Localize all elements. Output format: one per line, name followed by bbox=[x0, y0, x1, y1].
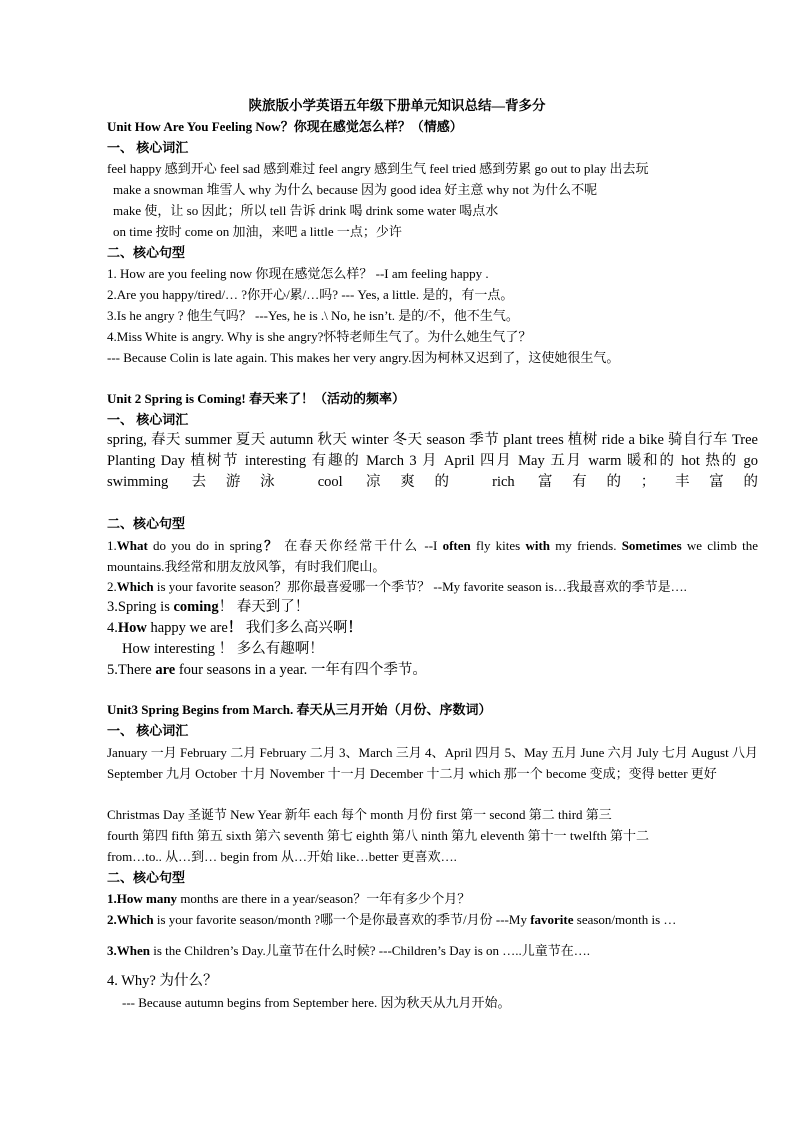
unit3-vocab-line: from…to.. 从…到… begin from 从…开始 like…better 更喜欢…. bbox=[107, 849, 457, 864]
unit2-sentence-heading: 二、核心句型 bbox=[107, 516, 186, 531]
unit2-heading: Unit 2 Spring is Coming! 春天来了！（活动的频率） bbox=[107, 391, 405, 406]
unit3-vocab-paragraph: January 一月 February 二月 February 二月 3、March 三月 4、April 四月 5、May 五月 June 六月 July 七月 August 八月 September 九月 October 十月 November 十一月 December 十二月 which 那一个 become 变成；变得 better 更好 bbox=[107, 745, 758, 781]
unit3-sentence-4: 4. Why? 为什么？ bbox=[107, 973, 218, 989]
unit2-sentence-1: 1.What do you do in spring？ 在春天你经常干什么 --I often fly kites with my friends. Sometimes we climb the mountains.我经常和朋友放风筝，有时我们爬山。 bbox=[107, 538, 758, 574]
unit1-heading: Unit How Are You Feeling Now？你现在感觉怎么样？（情感） bbox=[107, 119, 463, 134]
unit3-sentence-1: 1.How many months are there in a year/season？一年有多少个月？ bbox=[107, 891, 471, 906]
unit1-vocab-line: make a snowman 堆雪人 why 为什么 because 因为 good idea 好主意 why not 为什么不呢 bbox=[113, 182, 598, 197]
unit1-sentence: 2.Are you happy/tired/… ?你开心/累/…吗? --- Yes, a little. 是的，有一点。 bbox=[107, 287, 514, 302]
unit1-sentence-heading: 二、核心句型 bbox=[107, 245, 186, 260]
unit1-sentence: 3.Is he angry ? 他生气吗？ ---Yes, he is .\ No, he isn’t. 是的/不，他不生气。 bbox=[107, 308, 519, 323]
unit3-sentence-4-answer: --- Because autumn begins from September here. 因为秋天从九月开始。 bbox=[122, 995, 511, 1010]
unit3-heading: Unit3 Spring Begins from March. 春天从三月开始（月份、序数词） bbox=[107, 702, 492, 717]
unit1-sentence: 1. How are you feeling now 你现在感觉怎么样？ --I am feeling happy . bbox=[107, 266, 489, 281]
unit2-sentence-4b: How interesting ！ 多么有趣啊！ bbox=[122, 641, 324, 657]
unit2-vocab-paragraph: spring, 春天 summer 夏天 autumn 秋天 winter 冬天 season 季节 plant trees 植树 ride a bike 骑自行车 Tree Planting Day 植树节 interesting 有趣的 March 3 月 April 四月 May 五月 warm 暖和的 hot 热的 go swimming 去游泳 cool 凉爽的 rich 富有的；丰富的 bbox=[107, 432, 758, 490]
unit2-sentence-5: 5.There are four seasons in a year. 一年有四个季节。 bbox=[107, 662, 427, 678]
unit3-vocab-heading: 一、 核心词汇 bbox=[107, 723, 189, 738]
unit1-vocab-line: make 使，让 so 因此；所以 tell 告诉 drink 喝 drink some water 喝点水 bbox=[113, 203, 499, 218]
unit3-vocab-line: Christmas Day 圣诞节 New Year 新年 each 每个 month 月份 first 第一 second 第二 third 第三 bbox=[107, 807, 612, 822]
unit1-vocab-heading: 一、 核心词汇 bbox=[107, 140, 189, 155]
unit1-sentence: 4.Miss White is angry. Why is she angry?怀特老师生气了。为什么她生气了？ bbox=[107, 329, 532, 344]
unit2-vocab-heading: 一、 核心词汇 bbox=[107, 412, 189, 427]
unit3-sentence-3: 3.When is the Children’s Day.儿童节在什么时候? ---Children’s Day is on …..儿童节在…. bbox=[107, 943, 591, 958]
unit1-vocab-line: on time 按时 come on 加油，来吧 a little 一点；少许 bbox=[113, 224, 402, 239]
unit2-sentence-2: 2.Which is your favorite season？那你最喜爱哪一个季节？ --My favorite season is…我最喜欢的季节是…. bbox=[107, 579, 687, 594]
unit3-sentence-heading: 二、核心句型 bbox=[107, 870, 186, 885]
page-title: 陕旅版小学英语五年级下册单元知识总结—背多分 bbox=[248, 98, 546, 113]
unit2-sentence-3: 3.Spring is coming！ 春天到了！ bbox=[107, 599, 310, 615]
unit1-vocab-line: feel happy 感到开心 feel sad 感到难过 feel angry 感到生气 feel tried 感到劳累 go out to play 出去玩 bbox=[107, 161, 649, 176]
unit3-vocab-line: fourth 第四 fifth 第五 sixth 第六 seventh 第七 eighth 第八 ninth 第九 eleventh 第十一 twelfth 第十二 bbox=[107, 828, 649, 843]
unit3-sentence-2: 2.Which is your favorite season/month ?哪一个是你最喜欢的季节/月份 ---My favorite season/month is … bbox=[107, 912, 677, 927]
unit1-sentence: --- Because Colin is late again. This makes her very angry.因为柯林又迟到了，这使她很生气。 bbox=[107, 350, 620, 365]
unit2-sentence-4: 4.How happy we are！ 我们多么高兴啊！ bbox=[107, 620, 362, 636]
